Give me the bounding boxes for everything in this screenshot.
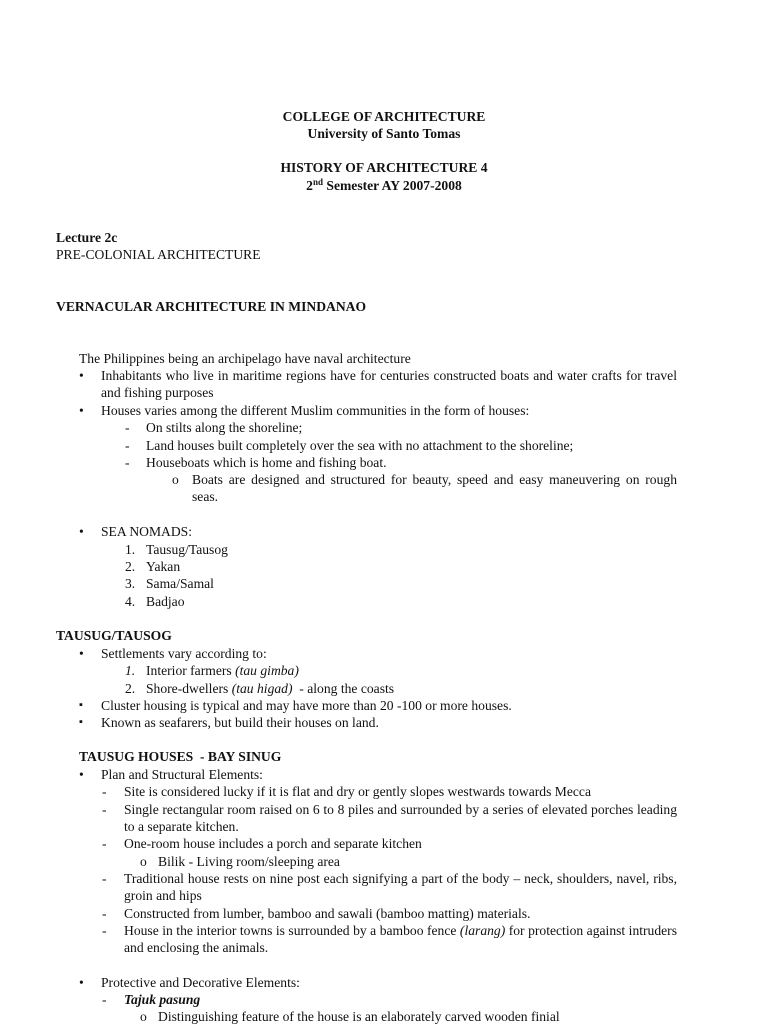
list-item: Yakan	[146, 559, 181, 574]
sea-nomads-label: SEA NOMADS:	[101, 524, 193, 539]
university-name: University of Santo Tomas	[307, 126, 461, 141]
intro-dash-3: Houseboats which is home and fishing boat.	[146, 455, 387, 470]
college-title: COLLEGE OF ARCHITECTURE	[282, 109, 486, 124]
circle-marker: o	[172, 472, 179, 487]
houses-sub-1: Bilik - Living room/sleeping area	[158, 854, 340, 869]
semester-superscript: nd	[312, 177, 323, 187]
tausug-item-2-text: Shore-dwellers	[146, 681, 232, 696]
houses-protective-1: Tajuk pasung	[124, 992, 201, 1007]
houses-dash-6	[124, 922, 677, 956]
tausug-item-2-term: (tau higad)	[231, 681, 293, 696]
houses-dash-6-term: (larang)	[459, 923, 506, 938]
circle-marker: o	[140, 854, 147, 869]
list-number: 4.	[125, 594, 136, 609]
houses-dash-3: One-room house includes a porch and separate kitchen	[124, 836, 422, 851]
list-number: 2.	[125, 559, 136, 574]
houses-protective-1-sub: Distinguishing feature of the house is an elaborately carved wooden finial	[158, 1009, 560, 1024]
dash-marker: -	[102, 871, 107, 886]
tausug-bullet-1: Settlements vary according to:	[101, 646, 267, 661]
intro-bullet-2: Houses varies among the different Muslim communities in the form of houses:	[101, 403, 530, 418]
tausug-item-1-text: Interior farmers	[146, 663, 236, 678]
dash-marker: -	[102, 784, 107, 799]
houses-dash-4: Traditional house rests on nine post each signifying a part of the body – neck, shoulders, navel, ribs, groin and hips	[124, 871, 677, 904]
semester-text: Semester AY 2007-2008	[322, 178, 462, 193]
intro-dash-2: Land houses built completely over the sea with no attachment to the shoreline;	[146, 438, 574, 453]
bullet-icon: •	[79, 646, 84, 661]
course-title: HISTORY OF ARCHITECTURE 4	[280, 160, 488, 175]
tausug-item-2	[146, 680, 394, 697]
bullet-icon: •	[79, 368, 84, 383]
intro-bullet-1: Inhabitants who live in maritime regions have for centuries constructed boats and water crafts for travel and fishing purposes	[101, 368, 677, 401]
tausug-item-2-rest: - along the coasts	[292, 681, 395, 696]
lecture-topic: PRE-COLONIAL ARCHITECTURE	[56, 247, 261, 262]
lecture-number: Lecture 2c	[56, 230, 118, 245]
dash-marker: -	[102, 836, 107, 851]
bullet-icon: •	[79, 975, 84, 990]
square-bullet-icon: ▪	[79, 699, 83, 711]
list-item: Tausug/Tausog	[146, 542, 228, 557]
tausug-square-1: Cluster housing is typical and may have more than 20 -100 or more houses.	[101, 698, 512, 713]
tausug-heading: TAUSUG/TAUSOG	[56, 628, 172, 643]
circle-marker: o	[140, 1009, 147, 1024]
houses-dash-6-a: House in the interior towns is surrounded by a bamboo fence	[124, 923, 460, 938]
dash-marker: -	[102, 992, 107, 1007]
dash-marker: -	[125, 438, 130, 453]
tausug-item-1-term: (tau gimba)	[235, 663, 299, 678]
tausug-item-1	[146, 662, 299, 679]
dash-marker: -	[102, 906, 107, 921]
houses-bullet-2: Protective and Decorative Elements:	[101, 975, 300, 990]
bullet-icon: •	[79, 767, 84, 782]
section-title: VERNACULAR ARCHITECTURE IN MINDANAO	[56, 299, 367, 314]
list-number: 3.	[125, 576, 136, 591]
bullet-icon: •	[79, 524, 84, 539]
dash-marker: -	[102, 802, 107, 817]
list-number: 1.	[125, 663, 136, 678]
dash-marker: -	[125, 455, 130, 470]
houses-dash-6-b: for protection against intruders and enclosing the animals.	[124, 923, 677, 956]
semester-number: 2	[306, 178, 313, 193]
houses-heading: TAUSUG HOUSES - BAY SINUG	[79, 749, 282, 764]
square-bullet-icon: ▪	[79, 716, 83, 728]
list-number: 1.	[125, 542, 136, 557]
dash-marker: -	[125, 420, 130, 435]
list-item: Sama/Samal	[146, 576, 214, 591]
houses-bullet-1: Plan and Structural Elements:	[101, 767, 263, 782]
intro-dash-1: On stilts along the shoreline;	[146, 420, 303, 435]
houses-dash-5: Constructed from lumber, bamboo and sawali (bamboo matting) materials.	[124, 906, 531, 921]
intro-sub-1: Boats are designed and structured for beauty, speed and easy maneuvering on rough seas.	[192, 472, 677, 505]
dash-marker: -	[102, 923, 107, 938]
list-number: 2.	[125, 681, 136, 696]
bullet-icon: •	[79, 403, 84, 418]
houses-dash-1: Site is considered lucky if it is flat and dry or gently slopes westwards towards Mecca	[124, 784, 591, 799]
tausug-square-2: Known as seafarers, but build their houses on land.	[101, 715, 379, 730]
houses-dash-2: Single rectangular room raised on 6 to 8 piles and surrounded by a series of elevated porches leading to a separate kitchen.	[124, 802, 677, 835]
semester-line	[0, 177, 768, 194]
list-item: Badjao	[146, 594, 185, 609]
intro-text: The Philippines being an archipelago have naval architecture	[79, 351, 411, 366]
